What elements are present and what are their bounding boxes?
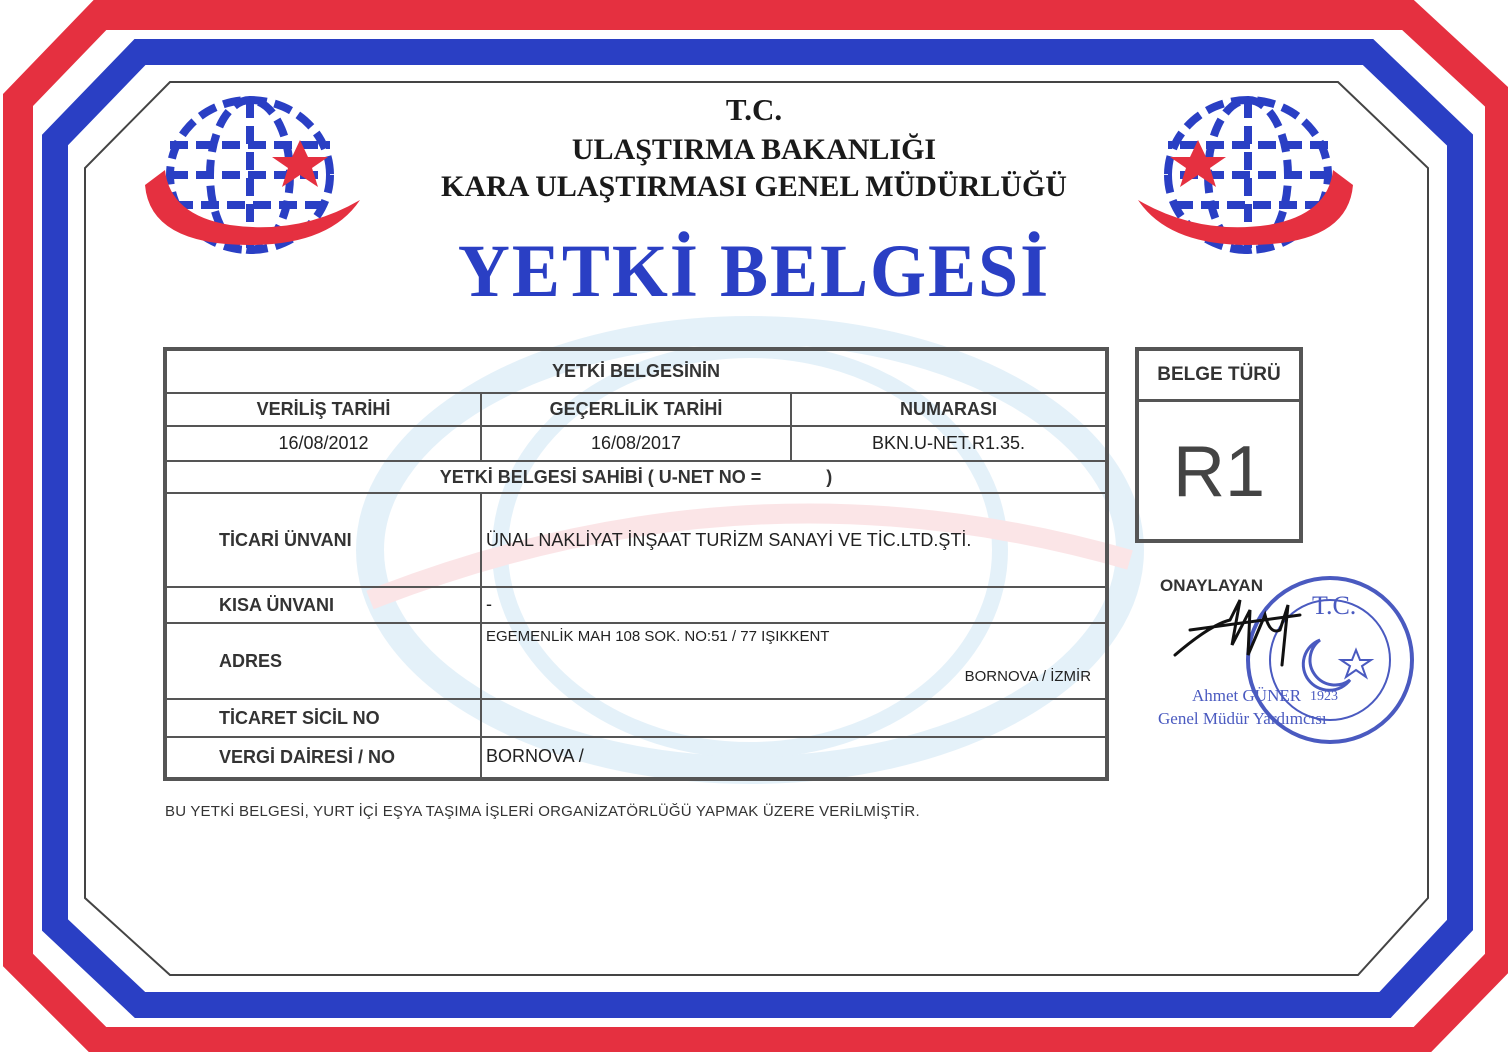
header-ministry: ULAŞTIRMA BAKANLIĞI <box>571 133 937 166</box>
holder-title: YETKİ BELGESİ SAHİBİ ( U-NET NO = ) <box>165 461 1107 493</box>
address-value <box>481 623 1107 699</box>
document-type-box <box>1135 347 1303 543</box>
svg-text:1923: 1923 <box>1310 689 1338 704</box>
col-valid-date: GEÇERLİLİK TARİHİ <box>481 393 791 426</box>
approval-label: ONAYLAYAN <box>1160 576 1263 595</box>
trade-registry-value <box>481 699 1107 737</box>
document-type-label: BELGE TÜRÜ <box>1139 351 1299 402</box>
col-issue-date: VERİLİŞ TARİHİ <box>165 393 481 426</box>
signature-icon <box>1170 585 1310 675</box>
short-name-value: - <box>481 587 1107 623</box>
certificate-table <box>163 347 1109 781</box>
svg-text:T.C.: T.C. <box>1312 591 1357 620</box>
col-number: NUMARASI <box>791 393 1107 426</box>
address-line2: BORNOVA / İZMİR <box>964 668 1092 685</box>
address-label: ADRES <box>165 623 481 699</box>
tax-office-value: BORNOVA / <box>481 737 1107 779</box>
header-tc: T.C. <box>725 92 783 127</box>
footer-statement: BU YETKİ BELGESİ, YURT İÇİ EŞYA TAŞIMA İŞLERİ ORGANİZATÖRLÜĞÜ YAPMAK ÜZERE VERİLMİŞTİR. <box>165 803 920 820</box>
header-directorate: KARA ULAŞTIRMASI GENEL MÜDÜRLÜĞÜ <box>441 170 1067 203</box>
tax-office-label: VERGİ DAİRESİ / NO <box>165 737 481 779</box>
short-name-label: KISA ÜNVANI <box>165 587 481 623</box>
approver-title: Genel Müdür Yardımcısı <box>1158 709 1327 728</box>
address-line1: EGEMENLİK MAH 108 SOK. NO:51 / 77 IŞIKKENT <box>486 628 830 645</box>
section-title: YETKİ BELGESİNİN <box>165 349 1107 393</box>
valid-date: 16/08/2017 <box>481 426 791 461</box>
trade-name-label: TİCARİ ÜNVANI <box>165 493 481 587</box>
trade-registry-label: TİCARET SİCİL NO <box>165 699 481 737</box>
document-type-value: R1 <box>1172 432 1266 512</box>
certificate-number: BKN.U-NET.R1.35. <box>791 426 1107 461</box>
issue-date: 16/08/2012 <box>165 426 481 461</box>
certificate-title: YETKİ BELGESİ <box>457 228 1051 313</box>
trade-name-value: ÜNAL NAKLİYAT İNŞAAT TURİZM SANAYİ VE TİC.LTD.ŞTİ. <box>481 493 1107 587</box>
approver-name: Ahmet GÜNER <box>1192 686 1302 705</box>
